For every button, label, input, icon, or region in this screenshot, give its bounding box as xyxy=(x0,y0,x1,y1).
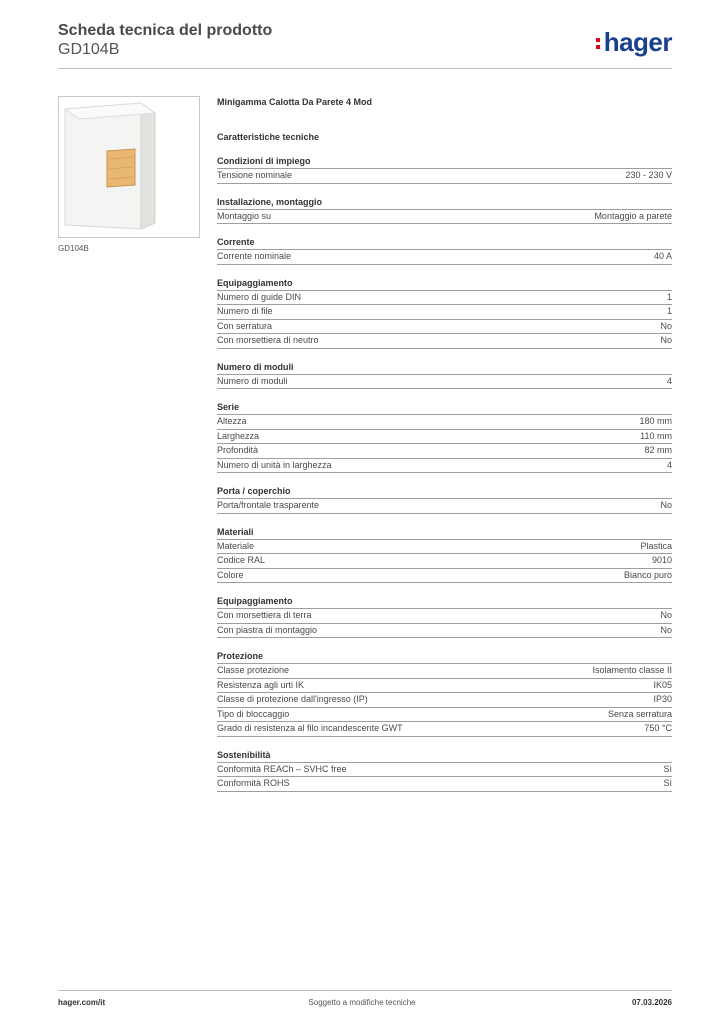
logo-text: hager xyxy=(603,27,672,57)
spec-row xyxy=(217,210,672,225)
spec-row xyxy=(217,763,672,778)
spec-value: No xyxy=(660,320,672,331)
spec-label: Resistenza agli urti IK xyxy=(217,679,305,690)
spec-value: 180 mm xyxy=(639,416,672,426)
spec-row xyxy=(217,415,672,430)
spec-label: Tensione nominale xyxy=(217,170,293,180)
spec-value: Isolamento classe II xyxy=(592,665,672,675)
section-title: Materiali xyxy=(217,526,672,540)
page-header xyxy=(58,22,272,59)
section-title: Equipaggiamento xyxy=(217,277,672,291)
spec-section xyxy=(217,277,672,349)
spec-value: IP30 xyxy=(653,694,672,704)
spec-label: Conformità REACh – SVHC free xyxy=(217,763,347,774)
spec-label: Colore xyxy=(217,569,244,580)
spec-value: No xyxy=(660,500,672,510)
spec-label: Materiale xyxy=(217,540,255,551)
footer-date: 07.03.2026 xyxy=(631,998,672,1007)
spec-row xyxy=(217,609,672,624)
section-title: Corrente xyxy=(217,236,672,250)
logo-dots-icon xyxy=(596,28,602,56)
spec-value: IK05 xyxy=(653,679,672,690)
spec-row xyxy=(217,722,672,737)
hager-logo xyxy=(596,28,672,56)
spec-label: Montaggio su xyxy=(217,210,272,221)
spec-section xyxy=(217,595,672,638)
spec-row xyxy=(217,334,672,349)
spec-value: 4 xyxy=(666,375,672,386)
spec-label: Grado di resistenza al filo incandescente GWT xyxy=(217,723,403,733)
footer-website: hager.com/it xyxy=(58,998,106,1007)
spec-section xyxy=(217,485,672,514)
spec-value: No xyxy=(660,624,672,635)
tech-title: Caratteristiche tecniche xyxy=(217,132,320,142)
spec-value: 40 A xyxy=(653,251,672,261)
spec-value: 750 °C xyxy=(644,723,672,733)
spec-row xyxy=(217,540,672,555)
spec-label: Con morsettiera di neutro xyxy=(217,335,319,345)
section-title: Condizioni di impiego xyxy=(217,155,672,169)
product-code: GD104B xyxy=(58,41,120,58)
spec-label: Larghezza xyxy=(217,430,260,441)
spec-section xyxy=(217,196,672,225)
spec-panel xyxy=(217,96,672,792)
spec-section xyxy=(217,401,672,473)
spec-row xyxy=(217,624,672,639)
spec-row xyxy=(217,320,672,335)
spec-label: Codice RAL xyxy=(217,555,266,565)
spec-label: Porta/frontale trasparente xyxy=(217,500,320,510)
spec-value: No xyxy=(660,335,672,345)
spec-row xyxy=(217,693,672,708)
section-title: Protezione xyxy=(217,650,672,664)
footer-note: Soggetto a modifiche tecniche xyxy=(308,998,416,1007)
section-title: Installazione, montaggio xyxy=(217,196,672,210)
spec-label: Con serratura xyxy=(217,320,273,331)
spec-row xyxy=(217,305,672,320)
spec-row xyxy=(217,777,672,792)
spec-label: Classe protezione xyxy=(217,665,290,675)
spec-row xyxy=(217,569,672,584)
spec-label: Profondità xyxy=(217,445,259,455)
spec-value: 230 - 230 V xyxy=(625,170,672,180)
spec-row xyxy=(217,291,672,306)
enclosure-illustration xyxy=(59,97,199,237)
spec-label: Tipo di bloccaggio xyxy=(217,708,290,719)
spec-label: Con piastra di montaggio xyxy=(217,624,318,635)
spec-section xyxy=(217,526,672,584)
spec-row xyxy=(217,679,672,694)
spec-row xyxy=(217,430,672,445)
spec-row xyxy=(217,169,672,184)
spec-value: Bianco puro xyxy=(623,569,672,580)
spec-section xyxy=(217,650,672,737)
spec-row xyxy=(217,459,672,474)
section-title: Sostenibilità xyxy=(217,749,672,763)
header-divider xyxy=(58,68,672,69)
spec-label: Numero di guide DIN xyxy=(217,291,302,302)
spec-value: Sì xyxy=(663,763,672,774)
spec-label: Numero di unità in larghezza xyxy=(217,459,332,470)
spec-value: Senza serratura xyxy=(607,708,672,719)
spec-row xyxy=(217,375,672,390)
section-title: Numero di moduli xyxy=(217,361,672,375)
spec-section xyxy=(217,361,672,390)
spec-value: 110 mm xyxy=(640,430,672,441)
spec-value: 1 xyxy=(666,291,672,302)
spec-value: No xyxy=(660,610,672,620)
spec-section xyxy=(217,749,672,792)
footer-divider xyxy=(58,990,672,991)
spec-row xyxy=(217,554,672,569)
spec-row xyxy=(217,708,672,723)
spec-sections xyxy=(217,155,672,792)
spec-label: Con morsettiera di terra xyxy=(217,610,312,620)
spec-section xyxy=(217,236,672,265)
spec-value: Sì xyxy=(663,778,672,788)
spec-value: 82 mm xyxy=(644,445,672,455)
spec-row xyxy=(217,444,672,459)
section-title: Equipaggiamento xyxy=(217,595,672,609)
section-title: Porta / coperchio xyxy=(217,485,672,499)
image-caption: GD104B xyxy=(58,244,89,253)
spec-row xyxy=(217,499,672,514)
section-title: Serie xyxy=(217,401,672,415)
spec-label: Altezza xyxy=(217,416,247,426)
spec-value: 1 xyxy=(666,306,672,316)
spec-label: Classe di protezione dall'ingresso (IP) xyxy=(217,694,368,704)
spec-value: Montaggio a parete xyxy=(594,210,672,221)
spec-label: Numero di moduli xyxy=(217,375,288,386)
spec-row xyxy=(217,664,672,679)
spec-value: Plastica xyxy=(640,540,672,551)
product-name: Minigamma Calotta Da Parete 4 Mod xyxy=(217,97,373,107)
page-title: Scheda tecnica del prodotto xyxy=(58,22,273,39)
spec-row xyxy=(217,250,672,265)
spec-label: Numero di file xyxy=(217,306,273,316)
product-image xyxy=(58,96,200,238)
spec-value: 4 xyxy=(666,459,672,470)
spec-section xyxy=(217,155,672,184)
spec-label: Conformità ROHS xyxy=(217,778,290,788)
spec-label: Corrente nominale xyxy=(217,251,292,261)
spec-value: 9010 xyxy=(651,555,672,565)
